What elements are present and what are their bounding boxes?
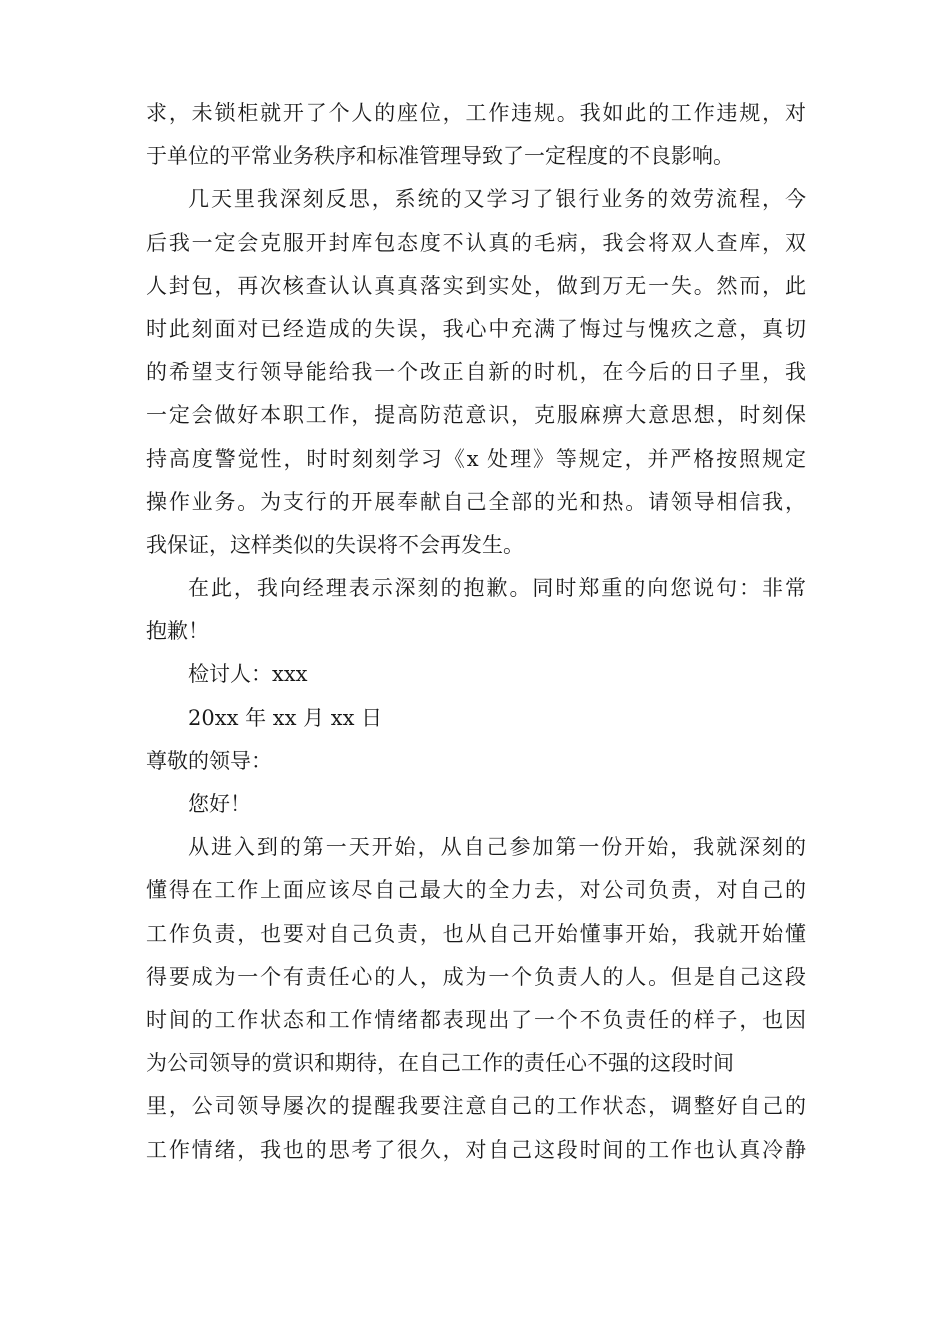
paragraph-line: 操作业务。为支行的开展奉献自己全部的光和热。请领导相信我， <box>146 489 806 514</box>
paragraph-line: 人封包，再次核查认认真真落实到实处，做到万无一失。然而，此 <box>146 273 806 298</box>
paragraph-line: 为公司领导的赏识和期待，在自己工作的责任心不强的这段时间 <box>146 1051 734 1076</box>
paragraph-line: 后我一定会克服开封库包态度不认真的毛病，我会将双人查库，双 <box>146 230 806 255</box>
paragraph-line: 一定会做好本职工作，提高防范意识，克服麻痹大意思想，时刻保 <box>146 403 806 428</box>
date: 20xx 年 xx 月 xx 日 <box>188 705 383 730</box>
paragraph-line: 的希望支行领导能给我一个改正自新的时机，在今后的日子里，我 <box>146 360 806 385</box>
paragraph-line: 求，未锁柜就开了个人的座位，工作违规。我如此的工作违规，对 <box>146 101 806 125</box>
document-page <box>146 92 806 1172</box>
paragraph-line: 工作情绪，我也的思考了很久，对自己这段时间的工作也认真冷静 <box>146 1137 806 1162</box>
paragraph-line: 我保证，这样类似的失误将不会再发生。 <box>146 532 524 557</box>
signer: 检讨人：xxx <box>188 662 308 687</box>
paragraph-line: 持高度警觉性，时时刻刻学习《x 处理》等规定，并严格按照规定 <box>146 446 806 471</box>
paragraph-line: 几天里我深刻反思，系统的又学习了银行业务的效劳流程，今 <box>188 187 806 212</box>
paragraph-line: 里，公司领导屡次的提醒我要注意自己的工作状态，调整好自己的 <box>146 1094 806 1119</box>
paragraph-line: 懂得在工作上面应该尽自己最大的全力去，对公司负责，对自己的 <box>146 878 806 903</box>
paragraph-line: 于单位的平常业务秩序和标准管理导致了一定程度的不良影响。 <box>146 144 734 169</box>
salutation: 尊敬的领导： <box>146 748 272 773</box>
paragraph-line: 抱歉！ <box>146 619 209 644</box>
paragraph-line: 在此，我向经理表示深刻的抱歉。同时郑重的向您说句：非常 <box>188 576 806 601</box>
greeting: 您好！ <box>188 792 251 816</box>
paragraph-line: 工作负责，也要对自己负责，也从自己开始懂事开始，我就开始懂 <box>146 921 806 946</box>
paragraph-line: 得要成为一个有责任心的人，成为一个负责人的人。但是自己这段 <box>146 964 806 989</box>
paragraph-line: 从进入到的第一天开始，从自己参加第一份开始，我就深刻的 <box>188 835 806 860</box>
paragraph-line: 时此刻面对已经造成的失误，我心中充满了悔过与愧疚之意，真切 <box>146 316 806 341</box>
paragraph-line: 时间的工作状态和工作情绪都表现出了一个不负责任的样子，也因 <box>146 1007 806 1032</box>
